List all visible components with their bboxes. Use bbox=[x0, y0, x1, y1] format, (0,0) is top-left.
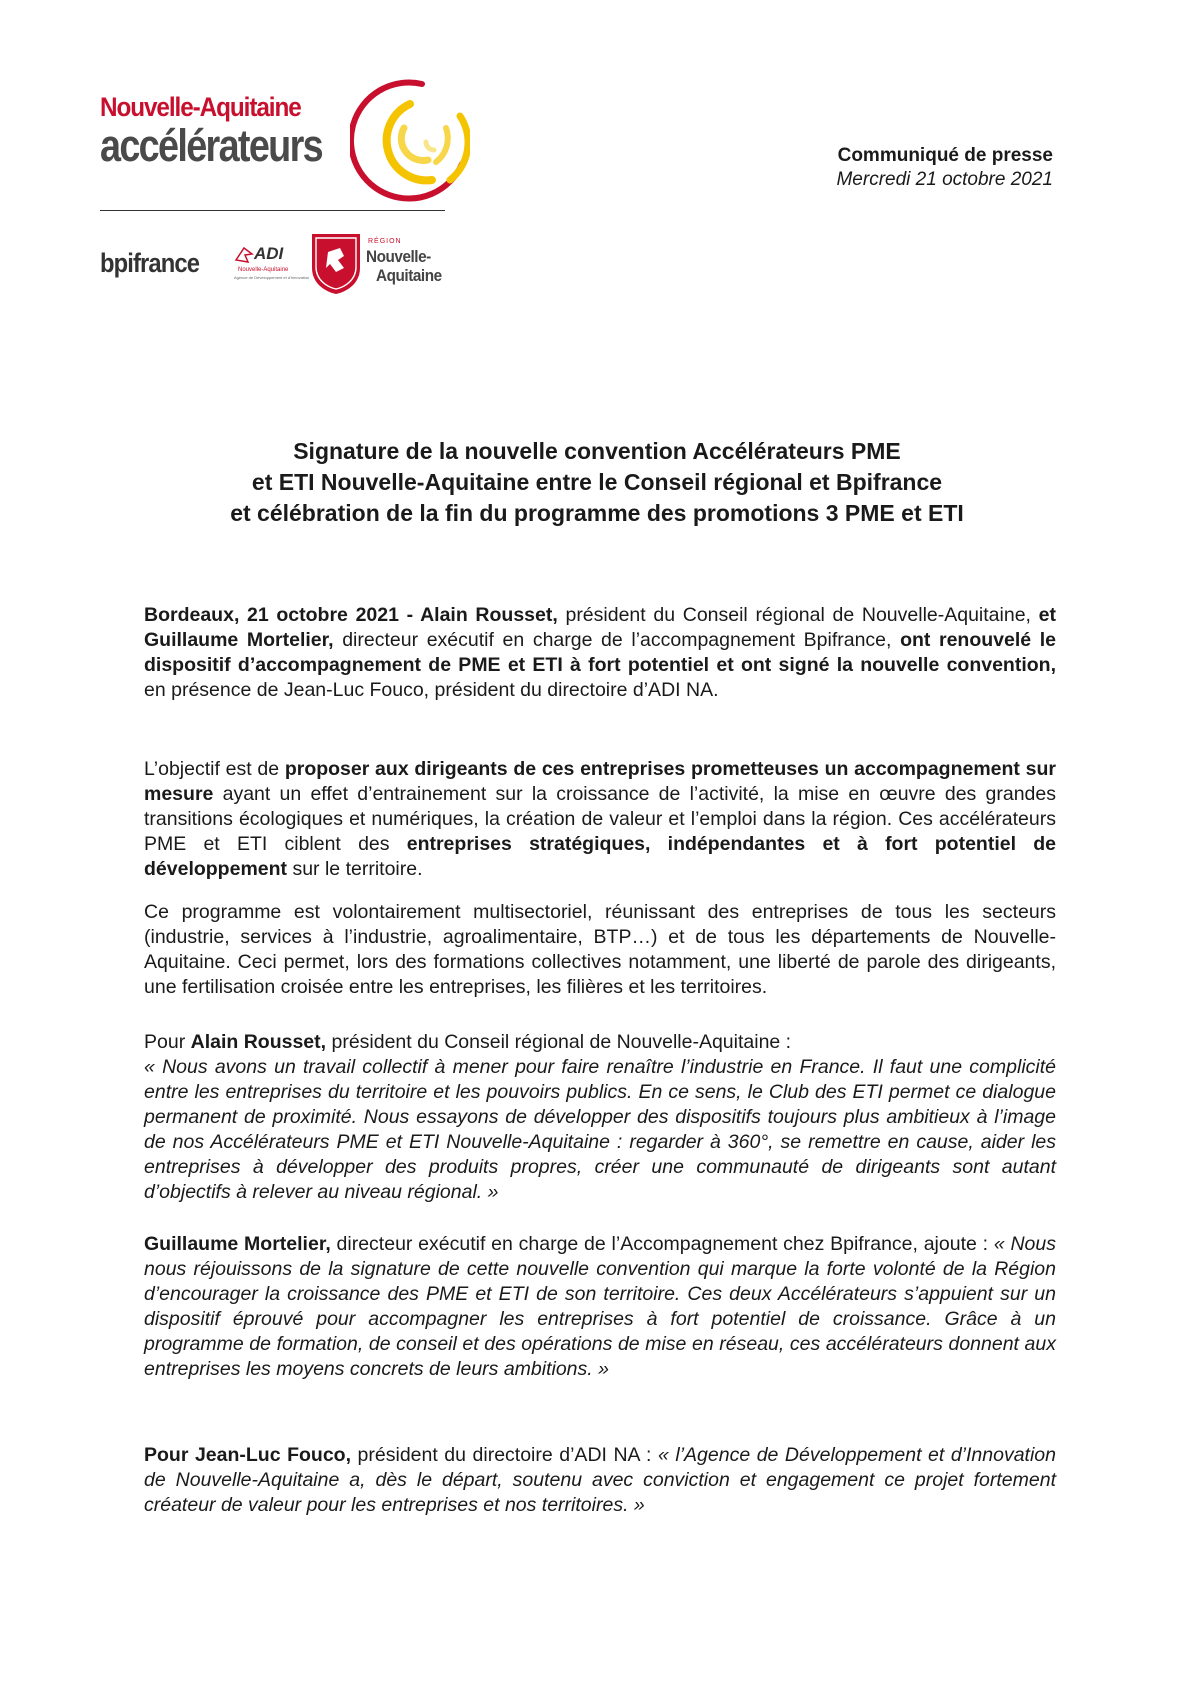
adi-logo bbox=[234, 242, 310, 288]
objectif-highlight-1: proposer aux dirigeants de ces entreprises prometteuses un accompagnement sur mesure bbox=[144, 758, 1057, 805]
intro-dateline: Bordeaux, 21 octobre 2021 - Alain Rousset, bbox=[144, 604, 558, 626]
rousset-quote: « Nous avons un travail collectif à mener pour faire renaître l’industrie en France. Il faut une complicité entre les entreprises du territoire et les pouvoirs publics. En ce sens, le Club des ETI permet ce dialogue permanent de proximité. Nous essayons de développer des dispositifs toujours plus ambitieux à l’image de nos Accélérateurs PME et ETI Nouvelle-Aquitaine : regarder à 360°, se remettre en cause, aider les entreprises à développer des produits propres, créer une communauté de dirigeants sont autant d’objectifs à relever au niveau régional. » bbox=[144, 1056, 1056, 1203]
fouco-intro: président du directoire d’ADI NA : bbox=[351, 1444, 658, 1466]
objectif-text-1: L’objectif est de bbox=[144, 758, 285, 780]
objectif-text-2: ayant un effet d’entrainement sur la croissance de l’activité, la mise en œuvre des grandes transitions écologiques et numériques, la création de valeur et l’emploi dans la région. Ces accélérateurs PME et ETI ciblent des bbox=[144, 783, 1056, 855]
intro-text-1: président du Conseil régional de Nouvelle-Aquitaine, bbox=[557, 604, 1039, 626]
mortelier-intro: directeur exécutif en charge de l’Accompagnement chez Bpifrance, ajoute : bbox=[330, 1233, 994, 1255]
press-date: Mercredi 21 octobre 2021 bbox=[836, 169, 1053, 190]
region-name-line2: Aquitaine bbox=[376, 266, 442, 285]
rousset-name: Alain Rousset, bbox=[190, 1031, 327, 1053]
page-title bbox=[144, 436, 1050, 529]
paragraph-rousset-quote bbox=[144, 1030, 1056, 1205]
objectif-text-3: sur le territoire. bbox=[287, 858, 423, 880]
rousset-intro-1: Pour bbox=[144, 1031, 191, 1053]
logo-line-accelerateurs: accélérateurs bbox=[100, 120, 322, 171]
accelerateurs-logo bbox=[100, 76, 450, 285]
adi-bird-icon bbox=[234, 246, 254, 264]
mortelier-quote: « Nous nous réjouissons de la signature de cette nouvelle convention qui marque la forte volonté de la Région d’encourager la croissance des PME et ETI de son territoire. Ces deux Accélérateurs s’appuient sur un dispositif éprouvé pour accompagner les entreprises à fort potentiel de croissance. Grâce à un programme de formation, de conseil et des opérations de mise en réseau, ces accélérateurs donnent aux entreprises les moyens concrets de leurs ambitions. » bbox=[144, 1233, 1056, 1380]
adi-wordmark: ADI bbox=[254, 244, 284, 263]
mortelier-name: Guillaume Mortelier, bbox=[144, 1233, 331, 1255]
paragraph-intro bbox=[144, 603, 1056, 703]
paragraph-programme: Ce programme est volontairement multisectoriel, réunissant des entreprises de tous les secteurs (industrie, services à l’industrie, agroalimentaire, BTP…) et de tous les départements de Nouvelle-Aquitaine. Ceci permet, lors des formations collectives notamment, une liberté de parole des dirigeants, une fertilisation croisée entre les entreprises, les filières et les territoires. bbox=[144, 901, 1056, 998]
bpifrance-logo: bpifrance bbox=[100, 248, 200, 278]
rousset-intro-2: président du Conseil régional de Nouvelle-Aquitaine : bbox=[326, 1031, 792, 1053]
intro-text-2: directeur exécutif en charge de l’accompagnement Bpifrance, bbox=[333, 629, 901, 651]
press-label: Communiqué de presse bbox=[837, 145, 1053, 166]
intro-highlight: ont renouvelé le dispositif d’accompagnement de PME et ETI à fort potentiel et ont signé la nouvelle convention, bbox=[144, 629, 1056, 676]
press-header bbox=[836, 144, 1053, 192]
objectif-highlight-2: entreprises stratégiques, indépendantes et à fort potentiel de développement bbox=[144, 833, 1056, 880]
title-line-3: et célébration de la fin du programme des promotions 3 PME et ETI bbox=[230, 500, 964, 526]
intro-name-mortelier: et Guillaume Mortelier, bbox=[144, 604, 1056, 651]
paragraph-mortelier-quote bbox=[144, 1232, 1056, 1382]
paragraph-fouco-quote bbox=[144, 1443, 1056, 1518]
partner-logos bbox=[100, 226, 450, 296]
fouco-name: Pour Jean-Luc Fouco, bbox=[144, 1444, 352, 1466]
region-name-line1: Nouvelle- bbox=[366, 247, 431, 266]
title-line-1: Signature de la nouvelle convention Accélérateurs PME bbox=[293, 438, 901, 464]
title-line-2: et ETI Nouvelle-Aquitaine entre le Conseil régional et Bpifrance bbox=[251, 469, 943, 495]
adi-tagline: Agence de Développement et d'Innovation bbox=[234, 275, 310, 280]
intro-text-3: en présence de Jean-Luc Fouco, président du directoire d’ADI NA. bbox=[144, 679, 719, 701]
paragraph-objectif bbox=[144, 757, 1056, 882]
logo-divider bbox=[100, 210, 445, 211]
fouco-quote: « l’Agence de Développement et d’Innovation de Nouvelle-Aquitaine a, dès le départ, soutenu avec conviction et engagement ce projet fortement créateur de valeur pour les entreprises et nos territoires. » bbox=[144, 1444, 1057, 1516]
logo-line-nouvelle-aquitaine: Nouvelle-Aquitaine bbox=[100, 92, 301, 122]
region-shield-icon bbox=[310, 232, 362, 296]
region-label: RÉGION bbox=[368, 238, 402, 245]
accelerateurs-arcs-icon bbox=[350, 76, 470, 206]
adi-subtitle: Nouvelle-Aquitaine bbox=[238, 267, 289, 273]
